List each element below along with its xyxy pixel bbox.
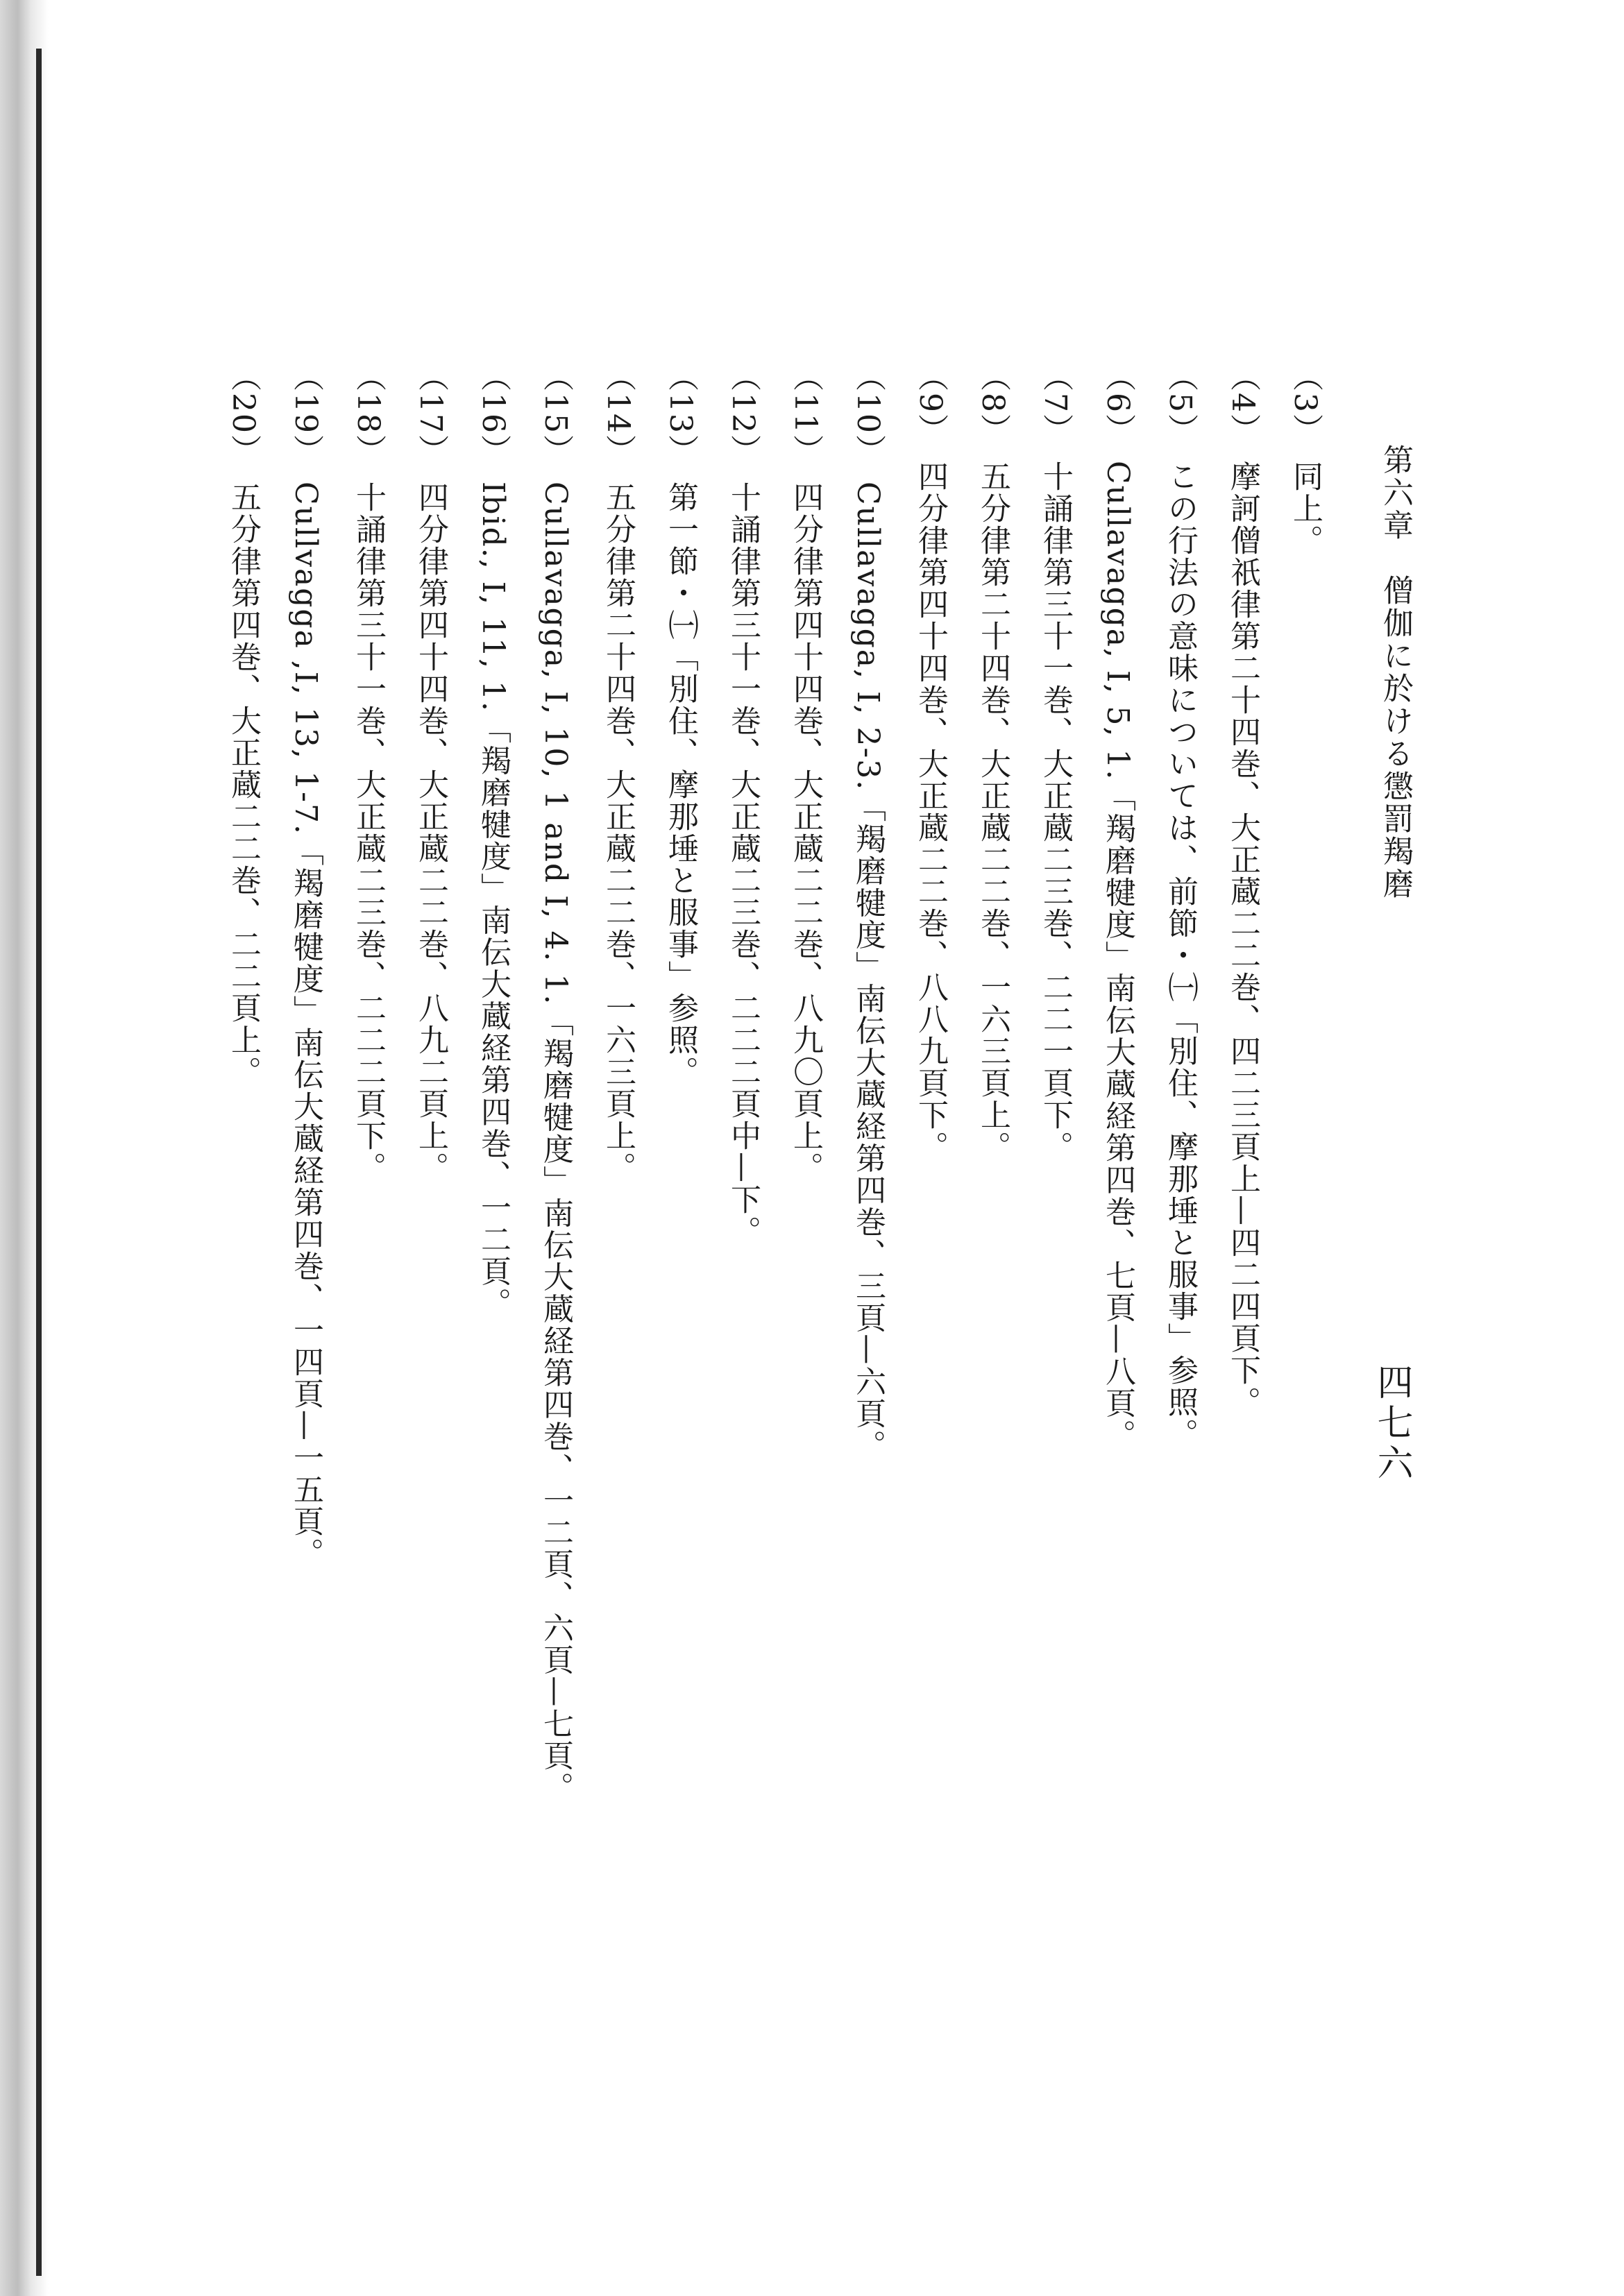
footnote-12 xyxy=(701,361,763,2165)
footnote-text: 五分律第二十四巻、大正蔵二二巻、一六三頁上。 xyxy=(600,482,636,1184)
footnote-10 xyxy=(826,361,888,2165)
footnote-number: （10） xyxy=(850,361,886,466)
footnote-15 xyxy=(514,361,576,2165)
footnote-3 xyxy=(1263,361,1326,2165)
footnote-text: 十誦律第三十一巻、大正蔵二三巻、二二二頁中—下。 xyxy=(725,482,761,1248)
footnote-4 xyxy=(1201,361,1263,2165)
footnote-number: （20） xyxy=(226,361,261,466)
footnote-text: Cullavagga, I, 10, 1 and I, 4. 1.「羯磨犍度」南伝大蔵経第四巻、一二頁、六頁—七頁。 xyxy=(538,482,573,1804)
footnote-text: 十誦律第三十一巻、大正蔵二三巻、二二一頁下。 xyxy=(1038,461,1073,1163)
footnote-7 xyxy=(1013,361,1076,2165)
footnote-5 xyxy=(1138,361,1201,2165)
footnote-number: （18） xyxy=(350,361,386,466)
footnote-number: （14） xyxy=(600,361,636,466)
footnote-text: Ibid., I, 11, 1.「羯磨犍度」南伝大蔵経第四巻、一二頁。 xyxy=(475,482,511,1320)
footnote-19 xyxy=(264,361,326,2165)
footnote-text: 第一節・㈠「別住、摩那埵と服事」参照。 xyxy=(663,482,698,1088)
footnote-13 xyxy=(638,361,701,2165)
footnote-number: （16） xyxy=(475,361,511,466)
footnote-number: （5） xyxy=(1162,361,1198,445)
footnote-number: （6） xyxy=(1100,361,1135,445)
footnote-text: この行法の意味については、前節・㈠「別住、摩那埵と服事」参照。 xyxy=(1162,461,1198,1450)
footnote-text: Cullavagga, I, 5, 1.「羯磨犍度」南伝大蔵経第四巻、七頁—八頁。 xyxy=(1100,461,1135,1452)
footnote-number: （11） xyxy=(788,361,823,466)
footnote-number: （17） xyxy=(413,361,448,466)
footnote-text: 摩訶僧祇律第二十四巻、大正蔵二二巻、四二三頁上—四二四頁下。 xyxy=(1225,461,1260,1418)
footnote-9 xyxy=(888,361,951,2165)
footnote-text: 五分律第二十四巻、大正蔵二二巻、一六三頁上。 xyxy=(975,461,1010,1163)
footnote-6 xyxy=(1076,361,1138,2165)
footnote-number: （4） xyxy=(1225,361,1260,445)
footnote-number: （13） xyxy=(663,361,698,466)
footnote-number: （19） xyxy=(288,361,323,466)
footnote-number: （7） xyxy=(1038,361,1073,445)
footnote-14 xyxy=(576,361,638,2165)
footnote-17 xyxy=(389,361,451,2165)
page-number: 四七六 xyxy=(1371,1363,1412,1484)
footnote-text: Cullavagga, I, 2-3.「羯磨犍度」南伝大蔵経第四巻、三頁—六頁。 xyxy=(850,482,886,1462)
footnote-number: （8） xyxy=(975,361,1010,445)
footnote-number: （3） xyxy=(1287,361,1323,445)
footnote-text: 四分律第四十四巻、大正蔵二二巻、八九〇頁上。 xyxy=(788,482,823,1184)
footnote-18 xyxy=(326,361,389,2165)
footnote-8 xyxy=(951,361,1013,2165)
footnote-number: （12） xyxy=(725,361,761,466)
footnote-16 xyxy=(451,361,514,2165)
footnote-text: 十誦律第三十一巻、大正蔵二三巻、二二二頁下。 xyxy=(350,482,386,1184)
footnote-text: 同上。 xyxy=(1287,461,1323,556)
footnote-text: 四分律第四十四巻、大正蔵二二巻、八九二頁上。 xyxy=(413,482,448,1184)
footnote-number: （15） xyxy=(538,361,573,466)
chapter-heading: 第六章 僧伽に於ける懲罰羯磨 xyxy=(1378,444,1413,901)
footnote-text: Cullvagga ,I, 13, 1-7.「羯磨犍度」南伝大蔵経第四巻、一四頁—一五頁。 xyxy=(288,482,323,1570)
footnote-11 xyxy=(763,361,826,2165)
footnote-20 xyxy=(201,361,264,2165)
footnote-text: 四分律第四十四巻、大正蔵二二巻、八八九頁下。 xyxy=(913,461,948,1163)
binding-edge-line xyxy=(36,49,42,2276)
footnotes-area xyxy=(226,361,1416,2165)
footnote-number: （9） xyxy=(913,361,948,445)
footnote-text: 五分律第四巻、大正蔵二二巻、二二頁上。 xyxy=(226,482,261,1088)
